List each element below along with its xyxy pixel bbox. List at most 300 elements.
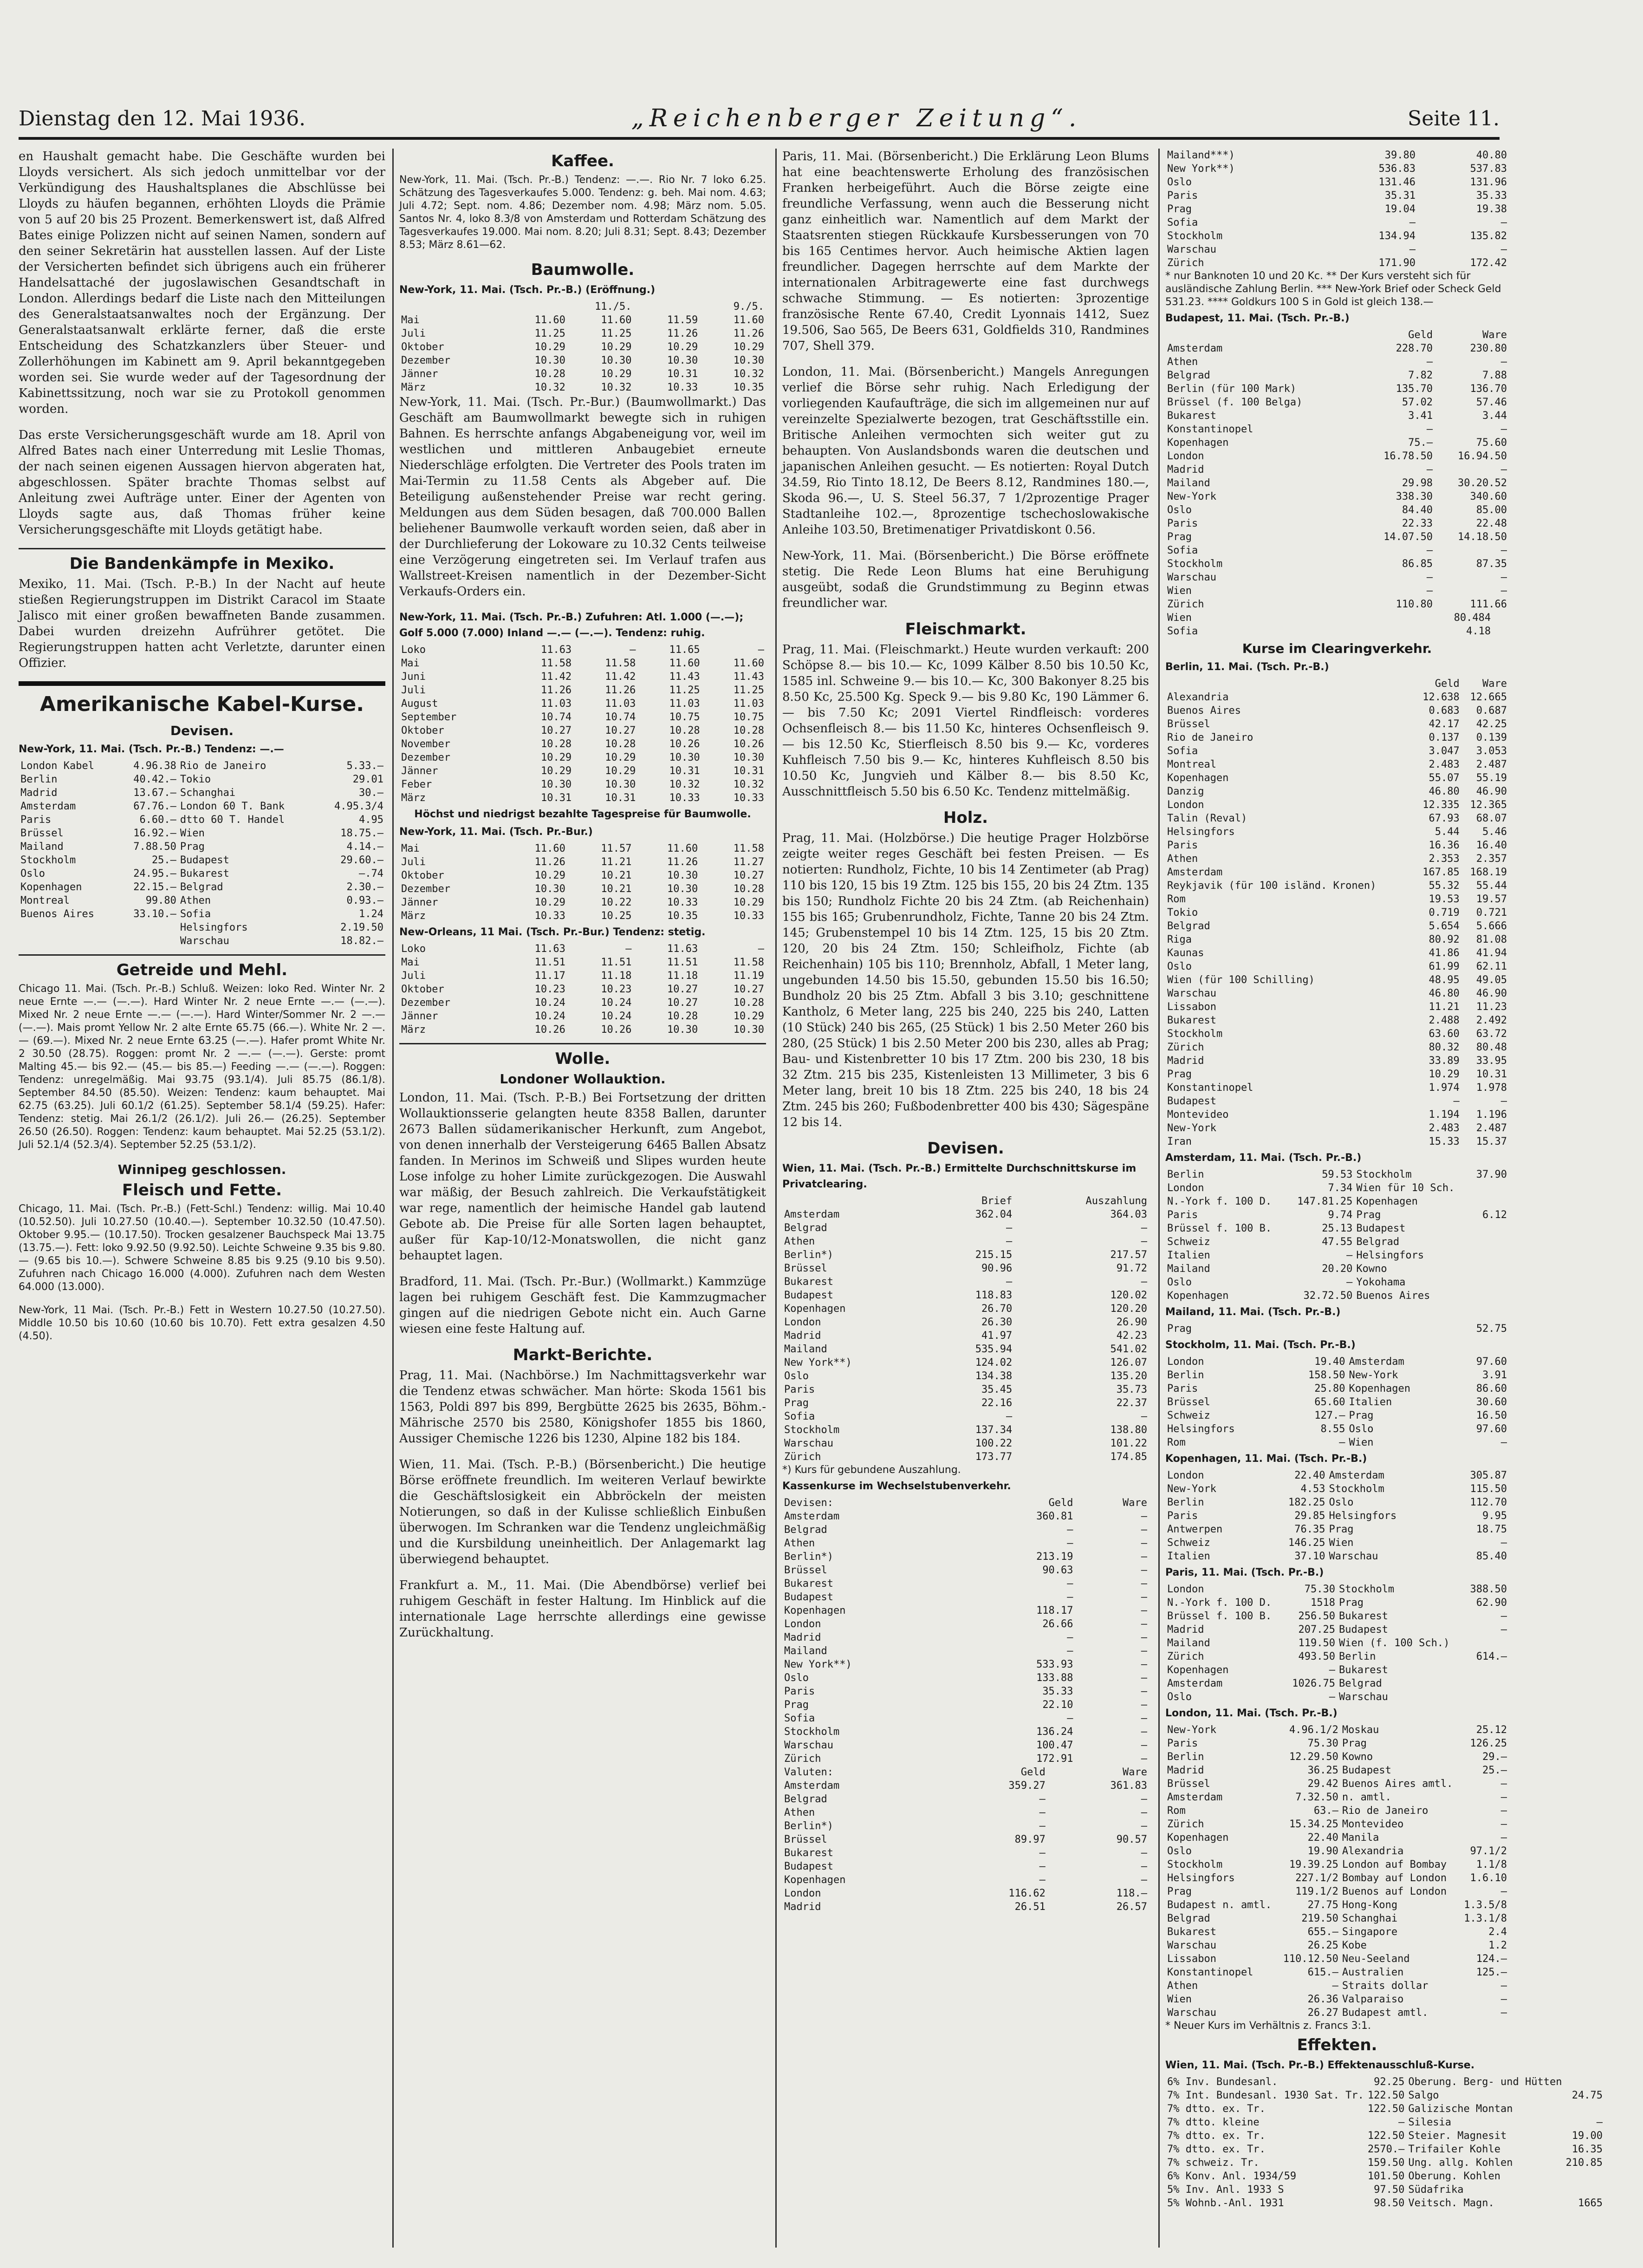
table-cell: 16.35 bbox=[1572, 2144, 1603, 2155]
table-row bbox=[1165, 1966, 1509, 1979]
table-cell: — bbox=[1500, 1624, 1507, 1636]
table-cell: — bbox=[1339, 1437, 1345, 1448]
kabel-headline: Amerikanische Kabel-Kurse. bbox=[39, 692, 364, 716]
table-cell: Kopenhagen bbox=[1167, 1290, 1229, 1302]
table-cell: 10.29 bbox=[534, 341, 565, 353]
devisen-subhead: New-York, 11. Mai. (Tsch. Pr.-B.) Tendenz: —.— bbox=[19, 743, 284, 755]
table-cell: 29.60.— bbox=[340, 854, 383, 866]
table-cell: 5.654 bbox=[1429, 920, 1460, 932]
table-row bbox=[1165, 571, 1509, 584]
table-cell: 29.42 bbox=[1307, 1778, 1338, 1790]
stockholm-subhead: Stockholm, 11. Mai. (Tsch. Pr.-B.) bbox=[1165, 1339, 1356, 1351]
table-cell: 10.33 bbox=[733, 910, 764, 922]
table-row bbox=[1165, 162, 1509, 176]
table-cell: 118.83 bbox=[975, 1290, 1013, 1301]
table-cell: Amsterdam bbox=[784, 1780, 840, 1792]
table-cell: 0.137 bbox=[1429, 732, 1460, 743]
table-cell: Paris bbox=[1167, 1738, 1198, 1749]
table-cell: Kopenhagen bbox=[1349, 1383, 1410, 1395]
table-row bbox=[1165, 1898, 1509, 1912]
table-cell: Bukarest bbox=[784, 1276, 833, 1288]
table-cell: 10.75 bbox=[733, 711, 764, 723]
table-cell: 22.33 bbox=[1402, 518, 1433, 529]
table-cell: 7% dtto. ex. Tr. bbox=[1167, 2144, 1266, 2155]
table-row bbox=[782, 1316, 1149, 1329]
table-cell: 167.85 bbox=[1422, 867, 1460, 878]
table-cell: 29.01 bbox=[352, 774, 383, 785]
table-row bbox=[1165, 598, 1509, 611]
table-row bbox=[782, 1262, 1149, 1275]
table-cell: 136.24 bbox=[1036, 1726, 1073, 1738]
budapest-extra-table bbox=[1165, 611, 1509, 638]
table-cell: Bukarest bbox=[784, 1847, 833, 1859]
table-row bbox=[1165, 919, 1509, 933]
table-cell: 61.99 bbox=[1429, 961, 1460, 972]
table-cell: 362.04 bbox=[975, 1209, 1013, 1220]
table-cell: 81.08 bbox=[1476, 934, 1507, 945]
table-cell: 10.31 bbox=[605, 792, 636, 804]
table-cell: Hong-Kong bbox=[1342, 1899, 1398, 1911]
table-row bbox=[1165, 960, 1509, 973]
table-cell: — bbox=[1500, 1994, 1507, 2005]
table-cell: Amsterdam bbox=[1349, 1356, 1404, 1368]
berlin-table bbox=[1165, 677, 1509, 1148]
table-cell: 33.10.— bbox=[133, 908, 176, 920]
table-cell: 1.3.5/8 bbox=[1464, 1899, 1507, 1911]
table-cell bbox=[1470, 1249, 1509, 1262]
berlin-subhead: Berlin, 11. Mai. (Tsch. Pr.-B.) bbox=[1165, 661, 1329, 673]
table-cell: Juli bbox=[401, 970, 426, 982]
table-cell: 19.39.25 bbox=[1289, 1859, 1338, 1870]
table-cell: Buenos Aires amtl. bbox=[1342, 1778, 1453, 1790]
table-row bbox=[1165, 189, 1509, 202]
table-row bbox=[1165, 1235, 1509, 1249]
table-cell: 10.31 bbox=[667, 368, 698, 380]
table-cell: 25.13 bbox=[1322, 1223, 1353, 1234]
table-cell: Lissabon bbox=[1167, 1953, 1216, 1965]
table-row bbox=[1165, 839, 1509, 852]
london-subhead: London, 11. Mai. (Tsch. Pr.-B.) bbox=[1165, 1708, 1338, 1719]
table-row bbox=[1165, 1831, 1509, 1844]
table-cell: 11.21 bbox=[1429, 1001, 1460, 1013]
table-cell: 11.51 bbox=[667, 957, 698, 968]
table-row bbox=[782, 1208, 1149, 1221]
table-cell: 10.29 bbox=[1429, 1069, 1460, 1080]
table-row bbox=[399, 381, 766, 394]
table-cell: — bbox=[1141, 1645, 1147, 1657]
table-row bbox=[1165, 1818, 1509, 1831]
table-cell: 89.97 bbox=[1014, 1834, 1046, 1845]
table-cell: Mailand bbox=[20, 841, 64, 853]
table-cell: 2.353 bbox=[1429, 853, 1460, 865]
table-cell: Kopenhagen bbox=[1167, 772, 1229, 784]
table-cell bbox=[19, 934, 118, 948]
table-cell: 9.95 bbox=[1482, 1510, 1507, 1522]
table-cell: Wien (für 100 Schilling) bbox=[1167, 974, 1315, 986]
table-cell: Loko bbox=[401, 644, 426, 656]
table-cell: — bbox=[1141, 1820, 1147, 1832]
page-number: Seite 11. bbox=[1408, 106, 1500, 130]
table-cell: Athen bbox=[784, 1538, 815, 1549]
footnote: * Neuer Kurs im Verhältnis z. Francs 3:1. bbox=[1165, 2020, 1371, 2032]
table-row bbox=[1165, 1068, 1509, 1081]
table-cell: 11.42 bbox=[605, 671, 636, 683]
table-cell: Bukarest bbox=[1338, 1610, 1388, 1622]
table-cell: 11.63 bbox=[534, 943, 565, 955]
table-cell: Alexandria bbox=[1342, 1845, 1404, 1857]
table-row bbox=[1165, 1993, 1509, 2006]
table-cell: — bbox=[1141, 1605, 1147, 1616]
table-row bbox=[1165, 355, 1509, 369]
table-cell: 1.1/8 bbox=[1476, 1859, 1507, 1870]
table-cell: 46.90 bbox=[1476, 786, 1507, 797]
table-cell: 55.07 bbox=[1429, 772, 1460, 784]
table-cell: 227.1/2 bbox=[1295, 1872, 1338, 1884]
table-cell: — bbox=[758, 644, 764, 656]
table-cell: Bombay auf London bbox=[1342, 1872, 1447, 1884]
table-cell: — bbox=[1141, 1740, 1147, 1751]
column-3 bbox=[775, 149, 1149, 2248]
table-cell: — bbox=[1039, 1874, 1046, 1886]
table-cell: 10.27 bbox=[733, 870, 764, 881]
table-cell: 219.50 bbox=[1301, 1913, 1338, 1924]
table-cell: 119.50 bbox=[1298, 1637, 1335, 1649]
table-cell: 6% Inv. Bundesanl. bbox=[1167, 2076, 1278, 2088]
table-cell: 173.77 bbox=[975, 1451, 1013, 1463]
kaffee-headline: Kaffee. bbox=[551, 152, 614, 170]
table-row bbox=[1165, 2129, 1604, 2143]
table-row bbox=[1165, 530, 1509, 544]
table-row bbox=[1165, 1750, 1509, 1764]
column-header: Geld bbox=[1020, 1766, 1046, 1778]
table-row bbox=[19, 921, 385, 934]
table-cell bbox=[118, 934, 178, 948]
london-table bbox=[1165, 1723, 1509, 2020]
table-cell: 11.63 bbox=[540, 644, 572, 656]
table-cell: 84.40 bbox=[1402, 504, 1433, 516]
table-cell: Prag bbox=[180, 841, 205, 853]
date-header: 11./5. bbox=[595, 301, 632, 313]
table-cell: Brüssel bbox=[784, 1834, 827, 1845]
table-cell: 537.83 bbox=[1470, 163, 1507, 175]
table-row bbox=[1165, 1135, 1509, 1148]
table-cell: 36.25 bbox=[1307, 1765, 1338, 1776]
table-cell: Belgrad bbox=[1356, 1236, 1400, 1248]
holz-report: Prag, 11. Mai. (Holzbörse.) Die heutige Prager Holzbörse zeigte weiter reges Geschäft bei festen Preisen. — Es notierten: Rundholz, Fichte, 10 bis 14 Zentimeter (ab Prag) 110 bis 120, 15 bis 19 Ztm. 125 bis 155, 20 bis 24 Ztm. 135 bis 150; Rundholz Fichte 20 bis 24 Ztm. (ab Reichenhain) 155 bis 165; Grubenrundholz, Fichte, Tanne 20 bis 24 Ztm. 145; Grubenstempel 10 bis 14 Ztm. 125, 15 bis 20 Ztm. 120, 20 bis 24 Ztm. 150; Schleifholz, Fichte (ab Reichenhain) 105 bis 110; Brennholz, Abfall, 1 Meter lang, ungebunden 14.50 bis 15.50, gebunden 15.50 bis 16.50; Bundholz 20 bis 25 Ztm. Abfall 3 bis 3.10; geschnittene Kantholz, 6 Meter lang, 225 bis 240, 225 bis 240, Latten (10 Stück) 240 bis 265, (25 Stück) 1 bis 2.50 Meter 260 bis 280, (25 Stück) 1 bis 2.50 Meter 200 bis 230, alles ab Prag; Bau- und Kistenbretter 10 bis 17 Ztm. 200 bis 230, 18 bis 32 Ztm. 215 bis 235, Kistenleisten 13 Millimeter, 3 bis 6 Meter lang, breit 10 bis 18 Ztm. 225 bis 240, 18 bis 24 Ztm. 245 bis 260; Fußbodenbretter 400 bis 430; Sägespäne 12 bis 14. bbox=[782, 831, 1149, 1129]
effekten-headline: Effekten. bbox=[1297, 2036, 1377, 2054]
table-row bbox=[399, 1023, 766, 1036]
table-cell: — bbox=[1039, 1820, 1046, 1832]
table-cell: — bbox=[1500, 1792, 1507, 1803]
fleisch-report: Chicago, 11. Mai. (Tsch. Pr.-B.) (Fett-Schl.) Tendenz: willig. Mai 10.40 (10.52.50). Juli 10.27.50 (10.40.—). September 10.32.50 (10.47.50). Oktober 9.95.— (10.17.50). Trocken gesalzener Bauchspeck Mai 13.75 (13.75.—). Fett: loko 9.92.50 (9.92.50). Leichte Schweine 9.35 bis 9.80.— (9.65 bis 10.—). Schwere Schweine 8.85 bis 9.25 (9.10 bis 9.50). Zufuhren nach Chicago 16.000 (4.000). Zufuhren nach dem Westen 64.000 (13.000). bbox=[19, 1203, 385, 1293]
table-row bbox=[782, 1779, 1149, 1792]
table-cell: 42.17 bbox=[1429, 718, 1460, 730]
table-cell: 10.29 bbox=[667, 341, 698, 353]
table-cell: New-York bbox=[1167, 491, 1216, 502]
divider bbox=[19, 954, 385, 956]
table-row bbox=[1165, 1677, 1509, 1690]
table-row bbox=[782, 1671, 1149, 1685]
table-row bbox=[1165, 744, 1509, 758]
table-cell: 133.88 bbox=[1036, 1672, 1073, 1684]
table-cell: Jänner bbox=[401, 897, 438, 908]
table-cell: — bbox=[1500, 1980, 1507, 1992]
table-row bbox=[1165, 149, 1509, 162]
table-row bbox=[1165, 1610, 1509, 1623]
paris-table bbox=[1165, 1583, 1509, 1704]
table-cell: Paris bbox=[1167, 1383, 1198, 1395]
table-cell: 11.03 bbox=[733, 698, 764, 710]
table-cell: 5.44 bbox=[1435, 826, 1460, 838]
table-cell: 614.— bbox=[1476, 1651, 1507, 1662]
table-cell: 5% Inv. Anl. 1933 S bbox=[1167, 2184, 1284, 2196]
table-cell: Italien bbox=[1167, 1250, 1210, 1261]
kasse-subhead: Kassenkurse im Wechselstubenverkehr. bbox=[782, 1480, 1011, 1492]
table-cell: 11.26 bbox=[733, 328, 764, 339]
table-cell: August bbox=[401, 698, 438, 710]
table-cell: 57.46 bbox=[1476, 397, 1507, 408]
table-cell: Zürich bbox=[1167, 1818, 1204, 1830]
table-cell: Jänner bbox=[401, 368, 438, 380]
table-cell: Wien bbox=[180, 828, 205, 839]
table-cell: Tokio bbox=[180, 774, 211, 785]
table-cell: 37.90 bbox=[1476, 1169, 1507, 1180]
table-row bbox=[1165, 1000, 1509, 1014]
table-cell: 0.93.— bbox=[346, 895, 383, 906]
table-row bbox=[1165, 987, 1509, 1000]
table-cell: — bbox=[1141, 1793, 1147, 1805]
newyork-report: New-York, 11. Mai. (Börsenbericht.) Die Börse eröffnete stetig. Die Rede Leon Blums hat eine Beruhigung ausgeübt, sodaß die Grundstimmung zu Beginn etwas freundlicher war. bbox=[782, 549, 1149, 610]
table-cell: 75.30 bbox=[1304, 1584, 1335, 1595]
table-cell: 11.26 bbox=[540, 684, 572, 696]
table-cell: 9.74 bbox=[1328, 1209, 1353, 1221]
table-row bbox=[1165, 758, 1509, 771]
table-cell: 135.70 bbox=[1396, 383, 1433, 395]
table-row bbox=[1165, 1289, 1509, 1303]
table-cell: 24.95.— bbox=[133, 868, 176, 880]
table-cell: 655.— bbox=[1307, 1926, 1338, 1938]
table-cell: 305.87 bbox=[1470, 1470, 1507, 1481]
table-cell: 7.88 bbox=[1482, 370, 1507, 381]
table-cell: Madrid bbox=[1167, 464, 1204, 476]
table-cell: 80.92 bbox=[1429, 934, 1460, 945]
table-cell: Schanghai bbox=[180, 787, 236, 799]
table-cell: Brüssel bbox=[784, 1564, 827, 1576]
table-cell: 2.30.— bbox=[346, 881, 383, 893]
table-cell: 86.85 bbox=[1402, 558, 1433, 570]
table-cell: Wien für 10 Sch. bbox=[1356, 1182, 1455, 1194]
baumwolle-headline: Baumwolle. bbox=[531, 261, 635, 279]
table-row bbox=[1165, 1355, 1509, 1369]
table-cell: Manila bbox=[1342, 1832, 1379, 1844]
table-cell: 6.12 bbox=[1482, 1209, 1507, 1221]
table-cell: 115.50 bbox=[1470, 1483, 1507, 1495]
table-cell: — bbox=[1039, 1861, 1046, 1872]
table-cell: 541.02 bbox=[1110, 1343, 1147, 1355]
table-cell: — bbox=[1500, 1886, 1507, 1897]
table-cell: 10.32 bbox=[669, 779, 700, 790]
table-cell: 119.1/2 bbox=[1295, 1886, 1338, 1897]
table-cell: Bukarest bbox=[180, 868, 229, 880]
table-cell: — bbox=[1067, 1632, 1073, 1643]
markt-headline: Markt-Berichte. bbox=[513, 1346, 653, 1364]
table-cell: London bbox=[1167, 1470, 1204, 1481]
table-cell: Oktober bbox=[401, 341, 444, 353]
table-cell: März bbox=[401, 792, 426, 804]
table-row bbox=[19, 800, 385, 813]
table-cell: Madrid bbox=[20, 787, 58, 799]
table-cell: — bbox=[1409, 244, 1416, 255]
table-cell: 4.53 bbox=[1300, 1483, 1325, 1495]
table-cell: 26.36 bbox=[1307, 1994, 1338, 2005]
table-cell: 207.25 bbox=[1298, 1624, 1335, 1636]
table-row bbox=[1165, 463, 1509, 476]
table-cell: 87.35 bbox=[1476, 558, 1507, 570]
table-cell: 215.15 bbox=[975, 1249, 1013, 1261]
table-cell: 120.20 bbox=[1110, 1303, 1147, 1315]
table-cell: 11.25 bbox=[601, 328, 632, 339]
table-row bbox=[782, 1752, 1149, 1766]
table-row bbox=[399, 367, 766, 381]
table-cell: 10.30 bbox=[540, 779, 572, 790]
table-row bbox=[782, 1806, 1149, 1819]
table-cell: Brüssel bbox=[1167, 1778, 1210, 1790]
divider bbox=[399, 1043, 766, 1044]
table-cell: 4.96.38 bbox=[133, 760, 176, 772]
table-cell: 2.487 bbox=[1476, 1122, 1507, 1134]
table-cell: — bbox=[1500, 572, 1507, 583]
table-cell: London bbox=[1167, 450, 1204, 462]
table-cell: Mailand bbox=[1167, 1637, 1210, 1649]
table-cell: 10.31 bbox=[669, 765, 700, 777]
table-cell: 11.26 bbox=[534, 856, 565, 868]
table-cell: 48.95 bbox=[1429, 974, 1460, 986]
table-cell: London auf Bombay bbox=[1342, 1859, 1447, 1870]
table-row bbox=[782, 1275, 1149, 1289]
table-cell: — bbox=[1141, 1222, 1147, 1234]
table-cell: 97.60 bbox=[1476, 1423, 1507, 1435]
table-cell: 10.28 bbox=[534, 368, 565, 380]
table-cell: Oktober bbox=[401, 984, 444, 995]
table-cell: 361.83 bbox=[1110, 1780, 1147, 1792]
table-cell bbox=[1470, 1235, 1509, 1249]
table-row bbox=[1165, 785, 1509, 798]
table-row bbox=[1165, 1249, 1509, 1262]
table-cell: — bbox=[1500, 1818, 1507, 1830]
table-cell: Brüssel bbox=[1167, 718, 1210, 730]
table-cell: 6.60.— bbox=[139, 814, 176, 826]
table-row bbox=[782, 1900, 1149, 1914]
table-cell: Berlin bbox=[1167, 1369, 1204, 1381]
table-cell: Lissabon bbox=[1167, 1001, 1216, 1013]
effekten-subhead: Wien, 11. Mai. (Tsch. Pr.-B.) Effektenausschluß-Kurse. bbox=[1165, 2059, 1475, 2071]
table-cell: 10.29 bbox=[601, 341, 632, 353]
table-cell: 10.24 bbox=[601, 997, 632, 1009]
table-cell: Bukarest bbox=[1167, 1926, 1216, 1938]
table-row bbox=[1165, 2089, 1604, 2102]
table-cell: 2.19.50 bbox=[340, 922, 383, 933]
table-cell: — bbox=[1006, 1276, 1013, 1288]
table-cell: 12.335 bbox=[1422, 799, 1460, 811]
table-cell: Prag bbox=[784, 1397, 809, 1409]
table-cell: 39.80 bbox=[1384, 150, 1416, 161]
table-row bbox=[1165, 611, 1509, 625]
table-row bbox=[782, 1510, 1149, 1523]
table-cell: Rom bbox=[1167, 1805, 1186, 1817]
table-cell: 19.04 bbox=[1384, 203, 1416, 215]
table-cell: Budapest bbox=[784, 1290, 833, 1301]
getreide-report: Chicago 11. Mai. (Tsch. Pr.-B.) Schluß. Weizen: loko Red. Winter Nr. 2 neue Ernte —.— (—.—). Hard Winter Nr. 2 neue Ernte —.— (—.—). Mixed Nr. 2 neue Ernte —.— (—.—). Hard Winter/Sommer Nr. 2 —.— (—.—). Mais promt Yellow Nr. 2 alte Ernte 65.75 (66.—). White Nr. 2 —.— (69.—). Mixed Nr. 2 neue Ernte 63.25 (—.—). Hafer promt White Nr. 2 30.50 (28.75). Roggen: promt Nr. 2 —.— (—.—). Gerste: promt Malting 45.— bis 92.— (45.— bis 85.—) Feeding —.— (—.—). Roggen: Tendenz: unregelmäßig. Mai 93.75 (93.1/4). Juli 85.75 (86.1/8). September 84.50 (85.50). Weizen: Tendenz: kaum behauptet. Mai 62.75 (63.25). Juli 60.1/2 (61.25). September 58.1/4 (59.25). Hafer: Tendenz: stetig. Mai 26.1/2 (26.1/2). Juli 26.— (26.25). September 26.50 (26.50). Roggen: Tendenz: kaum behauptet. Mai 52.25 (53.1/2). Juli 52.1/4 (52.3/4). September 52.25 (53.1/2). bbox=[19, 983, 385, 1151]
table-row bbox=[1165, 1536, 1509, 1550]
wien-devisen-subhead: Wien, 11. Mai. (Tsch. Pr.-B.) Ermittelte Durchschnittskurse im Privatclearing. bbox=[782, 1163, 1136, 1190]
table-cell bbox=[1464, 1663, 1509, 1677]
table-cell: Budapest bbox=[1167, 1095, 1216, 1107]
table-cell: 91.72 bbox=[1116, 1263, 1147, 1274]
table-cell bbox=[1470, 1222, 1509, 1235]
clearing-headline: Kurse im Clearingverkehr. bbox=[1242, 641, 1432, 656]
table-cell: Dezember bbox=[401, 997, 450, 1009]
table-cell: Riga bbox=[1167, 934, 1192, 945]
table-row bbox=[1165, 1108, 1509, 1121]
table-row bbox=[1165, 879, 1509, 893]
table-cell: — bbox=[1426, 356, 1433, 368]
valuten-continued-table bbox=[1165, 149, 1509, 270]
table-cell: 11.25 bbox=[733, 684, 764, 696]
winnipeg-note: Winnipeg geschlossen. bbox=[117, 1162, 286, 1177]
table-cell: 92.25 bbox=[1374, 2076, 1405, 2088]
table-cell: — bbox=[1039, 1847, 1046, 1859]
table-cell: 14.18.50 bbox=[1458, 531, 1507, 543]
table-cell: 1.194 bbox=[1429, 1109, 1460, 1121]
table-cell: Wien bbox=[1167, 585, 1192, 597]
table-cell bbox=[1493, 611, 1509, 625]
table-cell: Sofia bbox=[1167, 626, 1198, 637]
table-cell: Talin (Reval) bbox=[1167, 813, 1247, 824]
table-cell: 12.29.50 bbox=[1289, 1751, 1338, 1763]
table-cell: 16.36 bbox=[1429, 840, 1460, 851]
table-row bbox=[1165, 946, 1509, 960]
table-cell: 27.75 bbox=[1307, 1899, 1338, 1911]
table-cell: 55.44 bbox=[1476, 880, 1507, 892]
table-cell: Sofia bbox=[1167, 745, 1198, 757]
table-cell: New York**) bbox=[1167, 163, 1235, 175]
table-cell: 10.27 bbox=[540, 725, 572, 736]
table-cell: 10.32 bbox=[534, 382, 565, 393]
table-cell: 10.29 bbox=[733, 897, 764, 908]
table-cell: Paris bbox=[20, 814, 52, 826]
table-cell: London bbox=[1167, 1182, 1204, 1194]
table-cell: 85.40 bbox=[1476, 1551, 1507, 1562]
table-cell: — bbox=[1067, 1591, 1073, 1603]
table-cell: Schweiz bbox=[1167, 1537, 1210, 1549]
table-row bbox=[1165, 342, 1509, 355]
amsterdam-table bbox=[1165, 1168, 1509, 1303]
table-cell: 2.492 bbox=[1476, 1015, 1507, 1026]
table-cell: — bbox=[1141, 1618, 1147, 1630]
table-cell: 16.94.50 bbox=[1458, 450, 1507, 462]
table-cell: — bbox=[1426, 572, 1433, 583]
table-cell: Sofia bbox=[784, 1713, 815, 1724]
table-cell: 11.25 bbox=[669, 684, 700, 696]
table-cell: Stockholm bbox=[1167, 558, 1223, 570]
table-cell: Amsterdam bbox=[784, 1511, 840, 1522]
table-row bbox=[782, 1289, 1149, 1302]
table-row bbox=[782, 1644, 1149, 1658]
table-cell: Madrid bbox=[784, 1901, 821, 1913]
table-row bbox=[1165, 584, 1509, 598]
column-header: Valuten: bbox=[784, 1766, 833, 1778]
table-row bbox=[399, 791, 766, 805]
